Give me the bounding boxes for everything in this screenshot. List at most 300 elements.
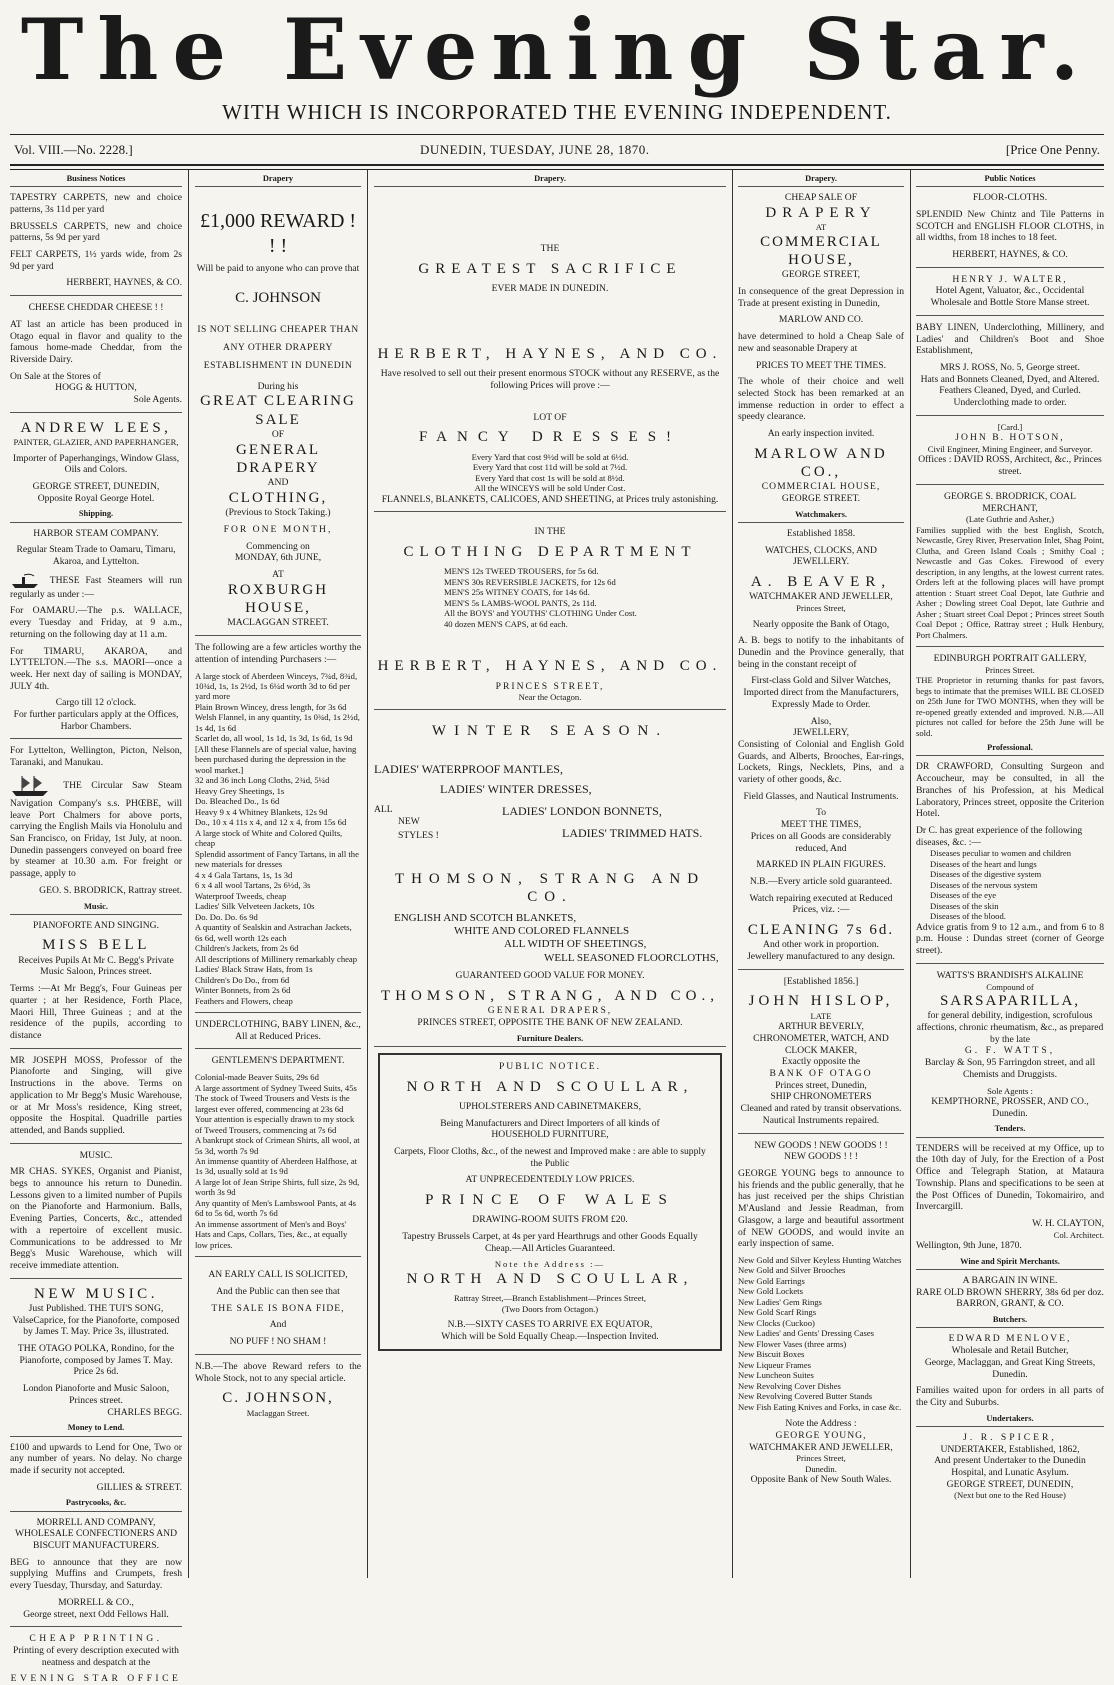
ad-heading: GENTLEMEN'S DEPARTMENT. (211, 1055, 345, 1067)
ad-heading: EDINBURGH PORTRAIT GALLERY, (933, 653, 1087, 665)
ad-body: A. B. begs to notify to the inhabitants of Dunedin and the Province generally, that being in the constant receipt of (738, 635, 904, 670)
ad-text: N.B.—SIXTY CASES TO ARRIVE EX EQUATOR, (447, 1319, 653, 1331)
price-list-item: MEN'S 5s LAMBS-WOOL PANTS, 2s 11d. (444, 597, 597, 608)
goods-list-item: New Revolving Covered Butter Stands (738, 1391, 873, 1402)
ad-heading: NEW MUSIC. (34, 1285, 158, 1302)
price-list-item: A bankrupt stock of Crimean Shirts, all wool, at 5s 3d, worth 7s 9d (195, 1135, 360, 1156)
ad-address: GEORGE STREET, DUNEDIN, (32, 480, 160, 492)
ad-text: Field Glasses, and Nautical Instruments. (743, 790, 899, 802)
ad-signature: GILLIES & STREET. (96, 1481, 182, 1493)
ad-heading: LADIES' WATERPROOF MANTLES, (374, 761, 563, 776)
ad-text: Hats and Bonnets Cleaned, Dyed, and Altered. (920, 373, 1100, 385)
divider (10, 1626, 182, 1627)
ad-body: Receives Pupils At Mr C. Begg's Private Music Saloon, Princes street. (18, 954, 174, 978)
price-list-item: Any quantity of Men's Lambswool Pants, at 4s 6d to 5s 6d, worth 7s 6d (195, 1197, 356, 1219)
ad-text: Sole Agents : (987, 1085, 1033, 1096)
ad-text: ENGLISH AND SCOTCH BLANKETS, (394, 911, 577, 924)
ad-text: THE (540, 243, 560, 255)
ad-address: Princes Street, (796, 1453, 846, 1464)
ad-text: Dr C. has great experience of the following diseases, &c. :— (916, 824, 1083, 848)
ad-heading: A. BEAVER, (750, 574, 892, 591)
ad-heading: MEET THE TIMES, (780, 819, 862, 831)
ad-heading: CHEAP SALE OF (784, 192, 858, 204)
section-heading: Drapery. (374, 174, 726, 187)
ad-heading: THOMSON, STRANG, AND CO., (381, 987, 719, 1004)
ad-signature: MORRELL & CO., (58, 1596, 134, 1608)
ad-body: Terms :—At Mr Begg's, Four Guineas per quarter ; at her Residence, Forth Place, Maori Hill, Three Guineas ; and at the residence of the pupils, according to distance (10, 983, 182, 1041)
price-list-item: MEN'S 25s WITNEY COATS, for 14s 6d. (444, 587, 590, 598)
section-heading: Public Notices (916, 174, 1104, 187)
ad-heading: JOHN HISLOP, (748, 993, 894, 1010)
ad-text: (Late Guthrie and Asher,) (966, 514, 1054, 525)
ad-address: George street, next Odd Fellows Hall. (23, 1608, 169, 1620)
ad-text: Feathers Cleaned, Dyed, and Curled. Underclothing made to order. (939, 385, 1081, 409)
ad-body: have determined to hold a Cheap Sale of new and seasonable Drapery at (738, 331, 904, 354)
ad-carpets-brussels: BRUSSELS CARPETS, new and choice patterns, 5s 9d per yard (10, 220, 182, 244)
column-rule (910, 170, 911, 1578)
ad-body (10, 573, 182, 601)
column-5 (916, 172, 1104, 1576)
ad-body: Carpets, Floor Cloths, &c., of the newest and Improved make : are able to supply the Public (394, 1145, 706, 1169)
column-3 (374, 172, 726, 1576)
ad-text: WELL SEASONED FLOORCLOTHS, (544, 951, 719, 964)
volume-number: Vol. VIII.—No. 2228.] (14, 142, 133, 157)
divider (10, 412, 182, 413)
disease-list-item: Diseases of the eye (930, 890, 997, 901)
goods-list-item: New Flower Vases (three arms) (738, 1338, 847, 1349)
ad-signature: BARRON, GRANT, & CO. (956, 1298, 1064, 1310)
ad-text: Which will be Sold Equally Cheap.—Inspection Invited. (441, 1330, 659, 1342)
ad-heading: NORTH AND SCOULLAR, (406, 1078, 694, 1095)
divider (195, 1354, 361, 1355)
ad-heading: GREATEST SACRIFICE (418, 260, 682, 277)
goods-list-item: New Luncheon Suites (738, 1370, 814, 1381)
price-list-item: All descriptions of Millinery remarkably cheap (195, 953, 358, 964)
divider (738, 969, 904, 970)
ad-text: WHITE AND COLORED FLANNELS (454, 924, 630, 937)
price-list-item: An immense assortment of Men's and Boys' Hats and Caps, Collars, Ties, &c., at equally low prices. (195, 1218, 348, 1250)
ad-text: [Card.] (997, 421, 1023, 432)
ad-heading: HERBERT, HAYNES, AND CO. (377, 658, 723, 675)
ad-heading: For Lyttelton, Wellington, Picton, Nelson, Taranaki, and Manukau. (10, 745, 182, 769)
ad-address: MRS J. ROSS, No. 5, George street. (940, 361, 1080, 373)
ad-carpets-tapestry: TAPESTRY CARPETS, new and choice patterns, 3s 11d per yard (10, 192, 182, 215)
ad-heading: HENRY J. WALTER, (952, 273, 1068, 285)
ad-text: ALL (374, 803, 393, 815)
price-list-item: All the WINCEYS will be sold Under Cost. (474, 483, 626, 494)
ad-text: On Sale at the Stores of (10, 370, 101, 382)
price-list-item: 6 x 4 all wool Tartans, 2s 6½d, 3s (195, 880, 311, 891)
price-list-item: Do. Bleached Do., 1s 6d (195, 796, 280, 807)
ad-text: Civil Engineer, Mining Engineer, and Surveyor. (927, 443, 1093, 454)
price-list-item: [All these Flannels are of special value, having been purchased during the depression in the wool market.] (195, 743, 357, 775)
ad-text: Wellington, 9th June, 1870. (916, 1240, 1022, 1252)
section-heading: Music. (10, 902, 182, 915)
ad-address: George, Maclaggan, and Great King Streets, Dunedin. (924, 1356, 1096, 1380)
goods-list-item: New Ladies' and Gents' Dressing Cases (738, 1328, 875, 1339)
ad-carpets-felt: FELT CARPETS, 1½ yards wide, from 2s 9d per yard (10, 249, 182, 272)
ad-signature: W. H. CLAYTON, (1032, 1217, 1104, 1229)
ad-text: An early inspection invited. (767, 428, 875, 440)
ad-heading: £1,000 REWARD ! ! ! (199, 210, 357, 257)
ad-text: [Established 1856.] (783, 975, 859, 987)
column-rule (732, 170, 733, 1578)
ad-body: THE Proprietor in returning thanks for past favors, begs to intimate that the premises WILL BE CLOSED on 25th June for TWO MONTHS, when they will be re-opened greatly extended and improved. N.B.—All pictures not called for before the 25th June will be sold. (916, 675, 1104, 738)
ad-text: And (269, 1319, 287, 1331)
divider (916, 315, 1104, 316)
section-heading: Undertakers. (916, 1414, 1104, 1427)
goods-list-item: New Gold Scarf Rings (738, 1307, 817, 1318)
ad-body: Advice gratis from 9 to 12 a.m., and from 6 to 8 p.m. House : Dundas street (corner of George street). (916, 921, 1104, 957)
price-list-item: Every Yard that cost 11d will be sold at 7½d. (472, 462, 628, 473)
price-list-item: MEN'S 30s REVERSIBLE JACKETS, for 12s 6d (444, 576, 616, 587)
goods-list-item: New Gold and Silver Brooches (738, 1265, 846, 1276)
column-rule (188, 170, 189, 1578)
ad-heading: CLEANING 7s 6d. (747, 922, 895, 939)
ad-text: Barclay & Son, 95 Farringdon street, and all Chemists and Druggists. (924, 1057, 1096, 1080)
ad-address: Princes street, Dunedin, (775, 1079, 867, 1091)
ad-text: DRAWING-ROOM SUITS FROM £20. (472, 1214, 628, 1226)
section-heading: Drapery (195, 174, 361, 187)
ad-heading: CLOTHING DEPARTMENT (403, 544, 697, 560)
price-list-item: Your attention is especially drawn to my stock of Tweed Trousers, commencing at 7s 6d (195, 1114, 355, 1135)
ad-heading: PUBLIC NOTICE. (498, 1060, 602, 1072)
ad-body: Regular Steam Trade to Oamaru, Timaru, Akaroa, and Lyttelton. (16, 544, 176, 568)
ad-signature: CHARLES BEGG. (107, 1406, 182, 1418)
price-list-item: Winter Bonnets, from 2s 6d (195, 985, 291, 996)
furniture-ad-box (378, 1053, 722, 1351)
ad-heading: CLOTHING, (228, 489, 328, 506)
ad-address: Maclaggan Street. (246, 1407, 310, 1418)
ad-body: And present Undertaker to the Dunedin Hospital, and Lunatic Asylum. (934, 1455, 1086, 1478)
price-list-item: Ladies' Silk Velveteen Jackets, 10s (195, 901, 315, 912)
ad-heading: SARSAPARILLA, (939, 993, 1081, 1010)
ad-heading: PRINCE OF WALES (425, 1192, 675, 1209)
divider (10, 1278, 182, 1279)
ad-heading: WATCHES, CLOCKS, AND JEWELLERY. (765, 544, 877, 568)
ad-text: Being Manufacturers and Direct Importers of all kinds of (440, 1117, 660, 1129)
ad-text: AN EARLY CALL IS SOLICITED, (208, 1269, 348, 1281)
ad-text: IN THE (534, 526, 566, 538)
ad-body: BABY LINEN, Underclothing, Millinery, and Ladies' and Children's Boot and Shoe Establishment, (916, 321, 1104, 357)
goods-list (738, 1255, 904, 1412)
ad-signature: KEMPTHORNE, PROSSER, AND CO., Dunedin. (931, 1096, 1089, 1119)
ad-body: Families waited upon for orders in all parts of the City and Suburbs. (916, 1385, 1104, 1408)
ad-body: BEG to announce that they are now supplying Muffins and Crumpets, fresh every Tuesday, Thursday, and Saturday. (10, 1556, 182, 1592)
ad-text: And the Public can then see that (216, 1286, 340, 1298)
price-list-item: Welsh Flannel, in any quantity, 1s 0¾d, 1s 2½d, 1s 4d, 1s 6d (195, 712, 360, 733)
ad-text: N.B.—Every article sold guaranteed. (749, 875, 893, 887)
price-list-item: A large assortment of Sydney Tweed Suits, 45s (195, 1082, 357, 1093)
divider (10, 164, 1104, 170)
ad-text: GENERAL DRAPERS, (487, 1005, 613, 1017)
ad-heading: J. R. SPICER, (963, 1431, 1057, 1443)
ad-signature: HOGG & HUTTON, (55, 382, 137, 394)
ad-address: Near the Octagon. (518, 692, 582, 703)
ad-body: GEORGE YOUNG begs to announce to his friends and the public generally, that he has just received per the ships Christian M'Ausland and Jessie Readman, from Glasgow, a large and beautiful assortment of NEW GOODS, and would invite an early inspection of same. (738, 1168, 904, 1250)
divider (916, 646, 1104, 647)
ad-text: AT (272, 569, 284, 581)
ad-text: Established 1858. (786, 528, 856, 540)
ad-body: TENDERS will be received at my Office, up to the 10th day of July, for the Erection of a Post Office and Telegraph Station, at Mataura Township. Plans and specifications to be seen at the Post Offices of Dunedin, Tokomairiro, and Invercargill. (916, 1142, 1104, 1213)
ad-address: PRINCES STREET, OPPOSITE THE BANK OF NEW ZEALAND. (417, 1016, 683, 1028)
ad-text: OF (271, 428, 285, 440)
ad-text: Watch repairing executed at Reduced Prices, viz. :— (749, 892, 893, 916)
disease-list-item: Diseases peculiar to women and children (930, 848, 1072, 859)
ad-heading: JEWELLERY, (792, 727, 850, 739)
divider (916, 267, 1104, 268)
ad-body: £100 and upwards to Lend for One, Two or any number of years. No delay. No charge made if security not accepted. (10, 1441, 182, 1476)
price-list-item: 40 dozen MEN'S CAPS, at 6d each. (444, 618, 568, 629)
ad-text: Jewellery manufactured to any design. (747, 951, 895, 963)
price-list-item: 32 and 36 inch Long Cloths, 2¾d, 5¼d (195, 775, 330, 786)
price-list-item: All the BOYS' and YOUTHS' CLOTHING Under Cost. (444, 608, 637, 619)
ad-body: IS NOT SELLING CHEAPER THAN ANY OTHER DRAPERY ESTABLISHMENT IN DUNEDIN (197, 324, 359, 372)
ad-text: During his (257, 380, 299, 392)
section-heading: Wine and Spirit Merchants. (916, 1257, 1104, 1270)
ad-text: GUARANTEED GOOD VALUE FOR MONEY. (455, 970, 645, 982)
ad-address: GEORGE STREET, DUNEDIN, (946, 1478, 1074, 1490)
divider (10, 738, 182, 739)
ad-heading: PIANOFORTE AND SINGING. (32, 919, 159, 931)
ad-body: RARE OLD BROWN SHERRY, 38s 6d per doz. (916, 1286, 1104, 1298)
divider (10, 1143, 182, 1144)
ad-text: Also, (810, 715, 832, 727)
ad-text: Col. Architect. (1053, 1229, 1104, 1240)
masthead (0, 0, 1114, 170)
price-list-item: Every Yard that cost 1s will be sold at 8½d. (475, 472, 625, 483)
ad-heading: GREAT CLEARING SALE (200, 393, 356, 428)
divider (916, 484, 1104, 485)
ad-text: THE Circular Saw Steam Navigation Company's s.s. PHŒBE, will leave Port Chalmers for above ports, carrying the English Mails via Honolulu and San Francisco, on Friday, 1st July, at noon. Dunedin passengers conveyed on board free by steamer at 10.30 a.m. For freight or passage, apply to (10, 780, 183, 880)
price-list-item: Colonial-made Beaver Suits, 29s 6d (195, 1072, 319, 1083)
ad-text: WATCHMAKER AND JEWELLER, (749, 1441, 893, 1453)
issue-price: [Price One Penny. (1005, 142, 1100, 157)
ad-heading: THE SALE IS BONA FIDE, (211, 1302, 345, 1314)
divider (195, 635, 361, 636)
divider (374, 511, 726, 512)
ad-text: UPHOLSTERERS AND CABINETMAKERS, (458, 1100, 642, 1112)
ad-heading: NORTH AND SCOULLAR, (406, 1270, 694, 1287)
column-4 (738, 172, 904, 1576)
ad-heading: WATTS'S BRANDISH'S ALKALINE (936, 969, 1084, 981)
disease-list-item: Diseases of the skin (930, 900, 999, 911)
ad-body: For TIMARU, AKAROA, and LYTTELTON.—The s.s. MAORI—once a week. Her next day of sailing is MONDAY, JULY 4th. (10, 645, 182, 692)
ad-heading: GENERAL DRAPERY (236, 441, 320, 476)
ad-body: Tapestry Brussels Carpet, at 4s per yard Hearthrugs and other Goods Equally Cheap.—All Articles Guaranteed. (402, 1231, 698, 1254)
section-heading: Shipping. (10, 509, 182, 522)
price-list-item: Heavy 9 x 4 Whitney Blankets, 12s 9d (195, 806, 328, 817)
price-list-item: Every Yard that cost 9½d will be sold at 6½d. (471, 451, 629, 462)
ad-body: MR CHAS. SYKES, Organist and Pianist, begs to announce his return to Dunedin. Lessons given to a limited number of Pupils on the Pianoforte and Harmonium. Balls, Evening Parties, Concerts, &c., attended with a repertoire of excellent music. Communications to be addressed to Mr Begg's Music Warehouse, which will receive immediate attention. (10, 1166, 182, 1271)
ad-body: FLANNELS, BLANKETS, CALICOES, AND SHEETING, at Prices truly astonishing. (381, 493, 719, 505)
newspaper-title: The Evening Star. (20, 0, 1094, 99)
ad-text: CHRONOMETER, WATCH, AND CLOCK MAKER, (753, 1032, 889, 1056)
ad-heading: EDWARD MENLOVE, (948, 1333, 1072, 1345)
ad-address: MACLAGGAN STREET. (227, 617, 329, 629)
ad-body: The following are a few articles worthy the attention of intending Purchasers :— (195, 642, 361, 665)
ad-body: Families supplied with the best English, Scotch, Newcastle, Grey River, Preservation Inlet, Shag Point, Clutha, and Green Island Coals ; Smithy Coal ; Newcastle and Gas Cokes. Firewood of every description, in any lengths, at the lowest current rates. Orders left at the following places will have prompt attention : Stuart street Coal Depot, late Guthrie and Asher ; Dowling street Coal Depot, late Guthrie and Asher ; Stuart street Coal Depot ; Princes street South Coal Depot ; Office, Rattray street ; Hulk Henbury, Port Chalmers. (916, 524, 1104, 640)
ad-body: First-class Gold and Silver Watches, Imported direct from the Manufacturers, Expressly Made to Order. (743, 675, 899, 710)
ad-body: for general debility, indigestion, scrofulous affections, chronic rheumatism, &c., as prepared by the late (916, 1010, 1104, 1045)
price-list-item: Scarlet do, all wool, 1s 1d, 1s 3d, 1s 6d, 1s 9d (195, 733, 353, 744)
goods-list-item: New Gold Earrings (738, 1275, 805, 1286)
ad-heading: GEORGE S. BRODRICK, COAL MERCHANT, (944, 490, 1076, 514)
ad-heading: MARKED IN PLAIN FIGURES. (756, 859, 886, 871)
ad-heading: MORRELL AND COMPANY, WHOLESALE CONFECTIONERS AND BISCUIT MANUFACTURERS. (14, 1516, 178, 1551)
price-list-item: Waterproof Tweeds, cheap (195, 890, 287, 901)
ad-body: Importer of Paperhangings, Window Glass, Oils and Colors. (12, 452, 180, 476)
divider (916, 963, 1104, 964)
ad-text: AT UNPRECEDENTEDLY LOW PRICES. (465, 1174, 635, 1186)
ad-signature: GEO. S. BRODRICK, Rattray street. (39, 884, 182, 896)
ad-body: Printing of every description executed with neatness and despatch at the (13, 1644, 179, 1668)
section-heading: Furniture Dealers. (374, 1034, 726, 1047)
ad-heading: HERBERT, HAYNES, AND CO. (377, 345, 723, 362)
ad-heading: HARBOR STEAM COMPANY. (33, 527, 159, 539)
ad-text: Sole Agents. (133, 394, 182, 406)
price-list-item: Heavy Grey Sheetings, 1s (195, 785, 285, 796)
ad-body: Hotel Agent, Valuator, &c., Occidental Wholesale and Bottle Store Manse street. (930, 285, 1090, 309)
ad-heading: CHEESE CHEDDAR CHEESE ! ! (28, 302, 164, 314)
ad-heading: LADIES' TRIMMED HATS. (562, 825, 703, 840)
ad-text: Compound of (986, 981, 1034, 992)
ad-text: PAINTER, GLAZIER, AND PAPERHANGER, (13, 437, 179, 448)
ad-address: Offices : DAVID ROSS, Architect, &c., Princes street. (918, 454, 1102, 478)
ad-text: To (816, 807, 826, 819)
ad-signature: HERBERT, HAYNES, & CO. (66, 277, 182, 289)
ad-heading: COMMERCIAL HOUSE, (760, 233, 882, 269)
ad-text: STYLES ! (398, 829, 439, 841)
ad-body: DR CRAWFORD, Consulting Surgeon and Accoucheur, may be consulted, in all the Branches of his Profession, at his Medical Laboratory, Princes street, opposite the Criterion Hotel. (916, 761, 1104, 820)
ad-text: LOT OF (533, 411, 567, 423)
ad-heading: NEW GOODS ! ! ! (784, 1151, 858, 1163)
dateline-bar (10, 142, 1104, 162)
steamship-icon (10, 573, 40, 589)
ad-text: Will be paid to anyone who can prove that (196, 263, 360, 275)
ad-text: Note the Address :— (494, 1259, 606, 1270)
ad-text: Prices on all Goods are considerably reduced, And (750, 830, 892, 854)
section-heading: Pastrycooks, &c. (10, 1498, 182, 1511)
divider (195, 1048, 361, 1049)
divider (195, 1256, 361, 1257)
ad-signature: GEORGE YOUNG, (775, 1429, 867, 1441)
disease-list-item: Diseases of the nervous system (930, 879, 1038, 890)
ad-text: ARTHUR BEVERLY, (778, 1021, 864, 1033)
divider (10, 134, 1104, 135)
ad-text: Note the Address : (785, 1418, 857, 1430)
ad-body: For OAMARU.—The p.s. WALLACE, every Tuesday and Friday, at 9 a.m., returning on the following day at 11 a.m. (10, 605, 182, 640)
price-list (195, 671, 361, 1007)
ad-heading: JOHN B. HOTSON, (955, 432, 1065, 444)
ad-text: ALL WIDTH OF SHEETINGS, (504, 938, 647, 951)
goods-list-item: New Clocks (Cuckoo) (738, 1317, 815, 1328)
section-heading: Watchmakers. (738, 510, 904, 523)
price-list-item: A large stock of Aberdeen Winceys, 7¾d, 8¾d, 10¾d, 1s, 1s 2½d, 1s 6¼d worth 3d to 6d per yard more (195, 670, 358, 702)
price-list-item: Children's Do Do., from 6d (195, 974, 290, 985)
ad-body: SPLENDID New Chintz and Tile Patterns in SCOTCH and ENGLISH FLOOR CLOTHS, in all widths, from 18 inches to 18 feet. (916, 208, 1104, 244)
ad-signature: HERBERT, HAYNES, & CO. (952, 249, 1068, 261)
ad-heading: MISS BELL (42, 937, 150, 954)
ad-heading: NO PUFF ! NO SHAM ! (229, 1336, 327, 1348)
ad-heading: MUSIC. (79, 1149, 113, 1161)
disease-list-item: Diseases of the digestive system (930, 869, 1042, 880)
divider (10, 1048, 182, 1049)
ad-body (10, 774, 182, 880)
ladies-block (374, 762, 726, 848)
ad-heading: UNDERCLOTHING, BABY LINEN, &c., All at Reduced Prices. (195, 1019, 361, 1042)
price-list (374, 452, 726, 494)
ad-text: AND (267, 477, 289, 489)
newspaper-subtitle: WITH WHICH IS INCORPORATED THE EVENING INDEPENDENT. (222, 100, 892, 124)
disease-list-item: Diseases of the blood. (930, 911, 1006, 922)
column-rule (367, 170, 368, 1578)
sailing-ship-icon (10, 774, 50, 798)
ad-text: LATE (810, 1010, 832, 1021)
price-list-item: The stock of Tweed Trousers and Vests is the largest ever offered, commencing at 23s 6d (195, 1093, 350, 1114)
ad-heading: LADIES' LONDON BONNETS, (502, 803, 662, 818)
disease-list-item: Diseases of the heart and lungs (930, 858, 1037, 869)
ad-body: The whole of their choice and well selected Stock has been remarked at an immense reduction in order to effect a speedy clearance. (738, 376, 904, 423)
ad-body: In consequence of the great Depression in Trade at present existing in Dunedin, (738, 286, 904, 309)
ad-heading: G. F. WATTS, (964, 1045, 1056, 1057)
ad-text: Wholesale and Retail Butcher, (951, 1345, 1069, 1357)
ad-address: (Next but one to the Red House) (954, 1490, 1066, 1501)
ad-address: Rattray Street,—Branch Establishment—Princes Street, (453, 1293, 647, 1304)
ad-text: Nearly opposite the Bank of Otago, (752, 618, 890, 630)
price-list (374, 566, 726, 629)
ad-body: Just Published. THE TUI'S SONG, ValseCaprice, for the Pianoforte, composed by James T. May. Price 3s, illustrated. (12, 1302, 180, 1338)
ad-text: PRICES TO MEET THE TIMES. (756, 359, 886, 371)
divider (916, 415, 1104, 416)
ad-text: And other work in proportion. (763, 939, 879, 951)
ad-text: (Previous to Stock Taking.) (225, 507, 331, 519)
ad-text: THESE Fast Steamers will run regularly as under :— (10, 574, 182, 600)
price-list (195, 1072, 361, 1250)
price-list-item: A large lot of Jean Stripe Shirts, full size, 2s 9d, worth 3s 9d (195, 1176, 360, 1198)
issue-date: DUNEDIN, TUESDAY, JUNE 28, 1870. (420, 142, 650, 157)
ad-heading: FOR ONE MONTH, (223, 523, 333, 535)
section-heading: Professional. (916, 743, 1104, 756)
ad-address: Princes Street, (796, 603, 846, 614)
ad-address: Opposite Bank of New South Wales. (750, 1474, 892, 1486)
ad-heading: WINTER SEASON. (431, 722, 669, 739)
section-heading: Tenders. (916, 1124, 1104, 1137)
ad-heading: LADIES' WINTER DRESSES, (440, 781, 592, 796)
ad-address: PRINCES STREET, (495, 680, 605, 692)
goods-list-item: New Gold and Silver Keyless Hunting Watches (738, 1254, 902, 1265)
price-list-item: Do., 10 x 4 11s x 4, and 12 x 4, from 15s 6d (195, 817, 347, 828)
ad-signature: C. JOHNSON, (222, 1390, 334, 1407)
ad-text: AT (815, 222, 827, 233)
divider (10, 295, 182, 296)
ad-text: MARLOW AND CO. (778, 314, 864, 326)
ad-text: BANK OF OTAGO (769, 1068, 873, 1080)
price-list-item: A large stock of White and Colored Quilts, cheap (195, 827, 343, 849)
section-heading: Butchers. (916, 1315, 1104, 1328)
ad-body: Consisting of Colonial and English Gold Guards, and Alberts, Brooches, Ear-rings, Lockets, Rings, Necklets, Pins, and a variety of other goods, &c. (738, 738, 904, 786)
ad-heading: A BARGAIN IN WINE. (962, 1275, 1058, 1287)
goods-list-item: New Biscuit Boxes (738, 1349, 805, 1360)
price-list-item: 4 x 4 Gala Tartans, 1s, 1s 3d (195, 869, 293, 880)
price-list-item: MEN'S 12s TWEED TROUSERS, for 5s 6d. (444, 566, 599, 577)
ad-text: WATCHMAKER AND JEWELLER, (749, 591, 893, 603)
ad-body: THE OTAGO POLKA, Rondino, for the Pianoforte, composed by James T. May. Price 2s 6d. (17, 1343, 175, 1378)
ad-heading: SHIP CHRONOMETERS (770, 1091, 872, 1103)
column-1 (10, 172, 183, 1685)
price-list-item: An immense quantity of Aberdeen Halfhose, at 1s 3d, usually sold at 1s 9d (195, 1155, 358, 1177)
ad-text: Commencing on (246, 540, 310, 552)
